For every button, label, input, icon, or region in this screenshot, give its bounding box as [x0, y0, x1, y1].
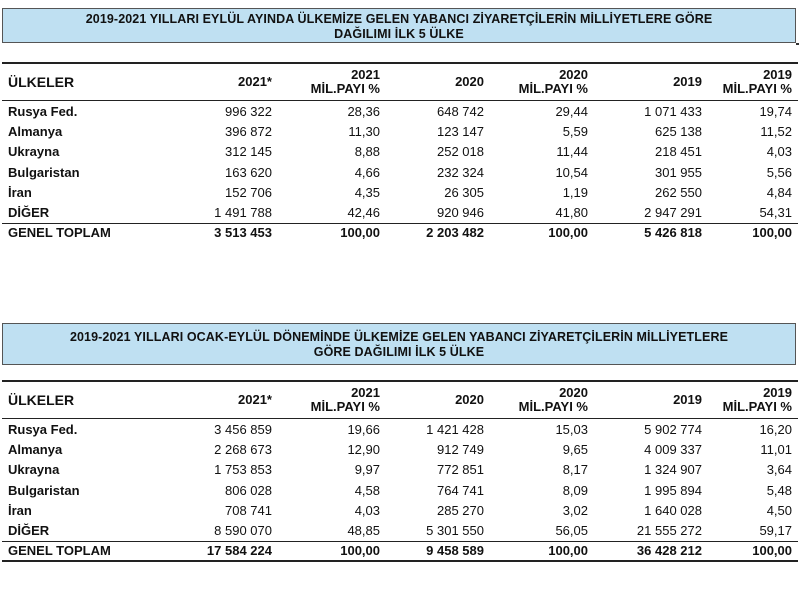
share-2019-cell: 4,03: [766, 144, 792, 160]
table-row: [2, 162, 798, 182]
share-2019-cell: 16,20: [759, 421, 792, 437]
country-cell: Almanya: [8, 123, 63, 139]
header-2021: 2021*: [162, 381, 278, 419]
value-2021-cell: 708 741: [225, 502, 272, 518]
share-2020-cell: 8,09: [562, 482, 588, 498]
total-value-2019-cell: 36 428 212: [594, 541, 708, 561]
total-value-2019-cell: 5 426 818: [594, 223, 708, 242]
section1-table-body: [2, 63, 798, 242]
value-2021-cell: 8 590 070: [214, 523, 272, 539]
share-2021-cell: 12,90: [347, 441, 380, 457]
share-2019-cell: 4,84: [766, 184, 792, 200]
share-2020-cell: 3,02: [562, 502, 588, 518]
header-country: ÜLKELER: [2, 381, 162, 419]
header-2020-share-line1: 2020: [559, 385, 588, 400]
header-2020-share-line1: 2020: [559, 67, 588, 82]
country-cell: İran: [8, 502, 32, 518]
value-2019-cell: 1 640 028: [644, 502, 702, 518]
country-cell: Ukrayna: [8, 462, 60, 478]
section2-title-banner: [2, 323, 796, 365]
value-2020-cell: 252 018: [437, 144, 484, 160]
share-2019-cell: 54,31: [759, 205, 792, 221]
share-2020-cell: 15,03: [555, 421, 588, 437]
total-row: [2, 541, 798, 561]
total-row: [2, 223, 798, 242]
value-2020-cell: 123 147: [437, 123, 484, 139]
share-2021-cell: 4,66: [354, 164, 380, 180]
header-2020-share-line2: MİL.PAYI %: [518, 81, 588, 96]
header-2021-share-line1: 2021: [351, 385, 380, 400]
value-2021-cell: 312 145: [225, 144, 272, 160]
section2-table: [2, 380, 798, 562]
share-2019-cell: 11,01: [760, 441, 792, 457]
value-2020-cell: 26 305: [444, 184, 484, 200]
share-2021-cell: 11,30: [348, 123, 380, 139]
value-2019-cell: 5 902 774: [644, 421, 702, 437]
header-2021: 2021*: [162, 63, 278, 101]
value-2019-cell: 625 138: [655, 123, 702, 139]
header-2021-share: [278, 381, 386, 419]
share-2021-cell: 4,35: [354, 184, 380, 200]
country-cell: DİĞER: [8, 205, 50, 221]
value-2020-cell: 1 421 428: [426, 421, 484, 437]
value-2021-cell: 396 872: [225, 123, 272, 139]
header-2019-share: 2019 MİL.PAYI %: [708, 381, 798, 419]
share-2020-cell: 1,19: [562, 184, 588, 200]
value-2020-cell: 648 742: [437, 103, 484, 119]
value-2019-cell: 301 955: [655, 164, 702, 180]
country-cell: Almanya: [8, 441, 63, 457]
header-country: ÜLKELER: [2, 63, 162, 101]
share-2020-cell: 41,80: [555, 205, 588, 221]
share-2020-cell: 56,05: [555, 523, 588, 539]
header-2021-share-line2: MİL.PAYI %: [310, 81, 380, 96]
share-2021-cell: 4,58: [354, 482, 380, 498]
share-2020-cell: 11,44: [556, 144, 588, 160]
total-country-cell: GENEL TOPLAM: [2, 223, 162, 242]
section1-title-line1: 2019-2021 YILLARI EYLÜL AYINDA ÜLKEMİZE GELEN YABANCI ZİYARETÇİLERİN MİLLİYETLERE GÖRE: [85, 12, 713, 26]
value-2020-cell: 912 749: [437, 441, 484, 457]
total-value-2021-cell: 3 513 453: [162, 223, 278, 242]
value-2021-cell: 3 456 859: [214, 421, 272, 437]
table-row: [2, 480, 798, 500]
table-row: [2, 182, 798, 202]
header-2021-share-line2: MİL.PAYI %: [310, 399, 380, 414]
value-2021-cell: 2 268 673: [214, 441, 272, 457]
section1-table: [2, 62, 798, 242]
share-2019-cell: 5,48: [766, 482, 792, 498]
header-2021-share-line1: 2021: [351, 67, 380, 82]
section2-table-body: [2, 381, 798, 561]
share-2019-cell: 5,56: [766, 164, 792, 180]
value-2019-cell: 262 550: [655, 184, 702, 200]
value-2021-cell: 1 491 788: [214, 205, 272, 221]
total-share-2021-cell: 100,00: [278, 541, 386, 561]
share-2019-cell: 3,64: [766, 462, 792, 478]
header-2020: 2020: [386, 381, 490, 419]
header-2019: 2019: [594, 63, 708, 101]
country-cell: İran: [8, 184, 32, 200]
section2-title-line1: 2019-2021 YILLARI OCAK-EYLÜL DÖNEMİNDE ÜLKEMİZE GELEN YABANCI ZİYARETÇİLERİN MİLLİYETLERE: [69, 330, 729, 344]
value-2020-cell: 764 741: [437, 482, 484, 498]
total-value-2020-cell: 9 458 589: [386, 541, 490, 561]
total-share-2019-cell: 100,00: [708, 541, 798, 561]
header-2019: 2019: [594, 381, 708, 419]
share-2019-cell: 19,74: [759, 103, 792, 119]
share-2020-cell: 29,44: [555, 103, 588, 119]
value-2021-cell: 152 706: [225, 184, 272, 200]
table-row: [2, 419, 798, 440]
total-value-2020-cell: 2 203 482: [386, 223, 490, 242]
table-row: [2, 500, 798, 520]
header-2020: 2020: [386, 63, 490, 101]
value-2019-cell: 21 555 272: [636, 523, 702, 539]
table-row: [2, 142, 798, 162]
value-2020-cell: 232 324: [437, 164, 484, 180]
total-country-cell: GENEL TOPLAM: [2, 541, 162, 561]
country-cell: DİĞER: [8, 523, 50, 539]
value-2019-cell: 2 947 291: [644, 205, 702, 221]
country-cell: Rusya Fed.: [8, 103, 78, 119]
share-2019-cell: 4,50: [766, 502, 792, 518]
share-2021-cell: 42,46: [347, 205, 380, 221]
share-2020-cell: 5,59: [562, 123, 588, 139]
table-row: [2, 121, 798, 141]
header-2020-share: [490, 381, 594, 419]
share-2019-cell: 59,17: [759, 523, 792, 539]
country-cell: Rusya Fed.: [8, 421, 78, 437]
value-2020-cell: 5 301 550: [426, 523, 484, 539]
share-2021-cell: 8,88: [354, 144, 380, 160]
header-2020-share: [490, 63, 594, 101]
total-share-2020-cell: 100,00: [490, 541, 594, 561]
country-cell: Bulgaristan: [8, 164, 80, 180]
header-2020-share-line2: MİL.PAYI %: [518, 399, 588, 414]
value-2021-cell: 806 028: [225, 482, 272, 498]
value-2019-cell: 4 009 337: [644, 441, 702, 457]
value-2021-cell: 1 753 853: [214, 462, 272, 478]
total-share-2021-cell: 100,00: [278, 223, 386, 242]
value-2021-cell: 996 322: [225, 103, 272, 119]
table-row: [2, 460, 798, 480]
table-row: [2, 202, 798, 223]
value-2020-cell: 285 270: [437, 502, 484, 518]
share-2020-cell: 8,17: [562, 462, 588, 478]
value-2019-cell: 1 071 433: [644, 103, 702, 119]
value-2020-cell: 772 851: [437, 462, 484, 478]
share-2021-cell: 19,66: [347, 421, 380, 437]
share-2020-cell: 10,54: [555, 164, 588, 180]
table-row: [2, 101, 798, 122]
table-header-row: [2, 63, 798, 101]
total-share-2019-cell: 100,00: [708, 223, 798, 242]
share-2021-cell: 9,97: [354, 462, 380, 478]
share-2019-cell: 11,52: [760, 123, 792, 139]
share-2020-cell: 9,65: [562, 441, 588, 457]
total-share-2020-cell: 100,00: [490, 223, 594, 242]
table-header-row: [2, 381, 798, 419]
value-2019-cell: 218 451: [655, 144, 702, 160]
country-cell: Ukrayna: [8, 144, 60, 160]
share-2021-cell: 48,85: [347, 523, 380, 539]
section1-title-banner: [2, 8, 796, 43]
header-2019-share: 2019 MİL.PAYI %: [708, 63, 798, 101]
section1-title-line2: DAĞILIMI İLK 5 ÜLKE: [334, 27, 464, 41]
value-2020-cell: 920 946: [437, 205, 484, 221]
table-row: [2, 520, 798, 541]
header-2021-share: [278, 63, 386, 101]
section2-title-line2: GÖRE DAĞILIMI İLK 5 ÜLKE: [313, 345, 485, 359]
value-2019-cell: 1 995 894: [644, 482, 702, 498]
share-2021-cell: 4,03: [354, 502, 380, 518]
share-2021-cell: 28,36: [347, 103, 380, 119]
total-value-2021-cell: 17 584 224: [162, 541, 278, 561]
country-cell: Bulgaristan: [8, 482, 80, 498]
edge-mark: [796, 43, 799, 45]
value-2019-cell: 1 324 907: [644, 462, 702, 478]
table-row: [2, 439, 798, 459]
value-2021-cell: 163 620: [225, 164, 272, 180]
